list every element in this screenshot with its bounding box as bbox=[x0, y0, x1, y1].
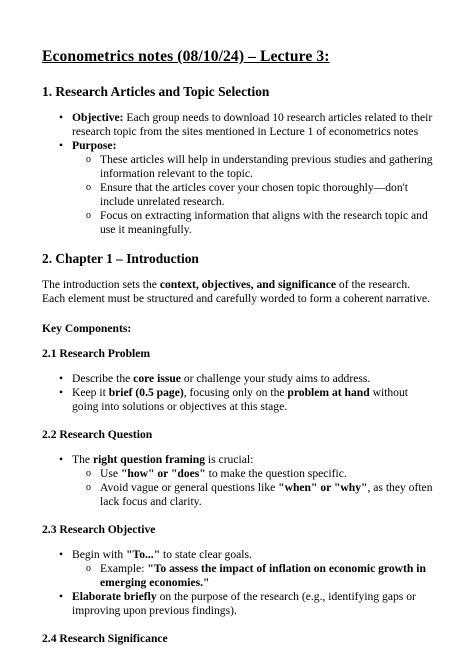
section-1-heading: 1. Research Articles and Topic Selection bbox=[42, 84, 270, 99]
sub-marker: o bbox=[86, 482, 91, 493]
section-2-2-list bbox=[42, 453, 434, 509]
list-item: • Elaborate briefly on the purpose of the research (e.g., identifying gaps or improving upon previous findings). bbox=[59, 590, 416, 617]
list-subitem: o Avoid vague or general questions like "when" or "why", as they often lack focus and clarity. bbox=[86, 481, 433, 508]
sub-marker: o bbox=[86, 563, 91, 574]
list-item: • Keep it brief (0.5 page), focusing only on the problem at hand without going into solutions or objectives at this stage. bbox=[59, 386, 408, 413]
list-subitem: o Example: "To assess the impact of inflation on economic growth in emerging economies." bbox=[86, 562, 426, 589]
bullet-marker: • bbox=[59, 590, 64, 603]
bullet-marker: • bbox=[59, 453, 64, 466]
section-2-3-list bbox=[42, 548, 434, 618]
document-title: Econometrics notes (08/10/24) – Lecture 3: bbox=[42, 48, 330, 65]
sub-marker: o bbox=[86, 182, 91, 193]
section-2-1-heading: 2.1 Research Problem bbox=[42, 347, 151, 360]
list-subitem: o These articles will help in understanding previous studies and gathering information relevant to the topic. bbox=[86, 153, 433, 180]
section-1-list bbox=[42, 111, 434, 237]
list-item: • Begin with "To..." to state clear goals. bbox=[59, 548, 252, 561]
bullet-marker: • bbox=[59, 372, 64, 385]
bullet-marker: • bbox=[59, 386, 64, 399]
intro-paragraph: The introduction sets the context, objectives, and significance of the research. Each element must be structured and carefully worded to form a coherent narrative. bbox=[42, 278, 430, 305]
list-item-purpose: • Purpose: bbox=[59, 139, 117, 152]
section-2-4-heading: 2.4 Research Significance bbox=[42, 632, 168, 645]
list-item: • Describe the core issue or challenge your study aims to address. bbox=[59, 372, 371, 385]
section-2-2-heading: 2.2 Research Question bbox=[42, 428, 153, 441]
bullet-marker: • bbox=[59, 111, 64, 124]
bullet-marker: • bbox=[59, 548, 64, 561]
section-2-3-heading: 2.3 Research Objective bbox=[42, 523, 156, 536]
list-subitem: o Focus on extracting information that aligns with the research topic and use it meaningfully. bbox=[86, 209, 428, 236]
list-subitem: o Use "how" or "does" to make the question specific. bbox=[86, 467, 347, 480]
bullet-marker: • bbox=[59, 139, 64, 152]
key-components-heading: Key Components: bbox=[42, 322, 132, 335]
list-item: • The right question framing is crucial: bbox=[59, 453, 254, 466]
list-subitem: o Ensure that the articles cover your chosen topic thoroughly—don't include unrelated research. bbox=[86, 181, 408, 208]
sub-marker: o bbox=[86, 210, 91, 221]
section-2-1-list bbox=[42, 372, 434, 414]
sub-marker: o bbox=[86, 468, 91, 479]
list-item-objective: • Objective: Each group needs to download 10 research articles related to their research topic from the sites mentioned in Lecture 1 of econometrics notes bbox=[59, 111, 433, 138]
section-2-heading: 2. Chapter 1 – Introduction bbox=[42, 251, 199, 266]
sub-marker: o bbox=[86, 154, 91, 165]
